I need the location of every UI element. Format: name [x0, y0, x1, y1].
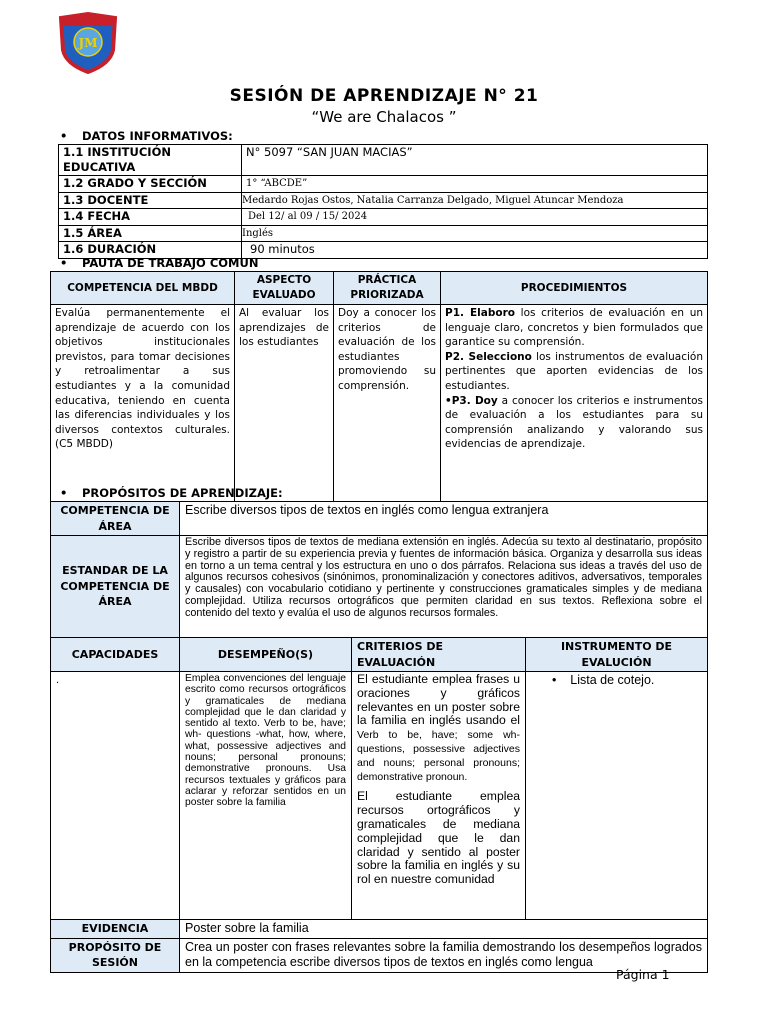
competencia-value: Escribe diversos tipos de textos en inglés como lengua extranjera	[180, 502, 708, 536]
pauta-header-aspecto: ASPECTO EVALUADO	[235, 272, 334, 305]
pauta-practica-text: Doy a conocer los criterios de evaluación de los estudiantes promoviendo su comprensión.	[334, 305, 441, 502]
datos-heading: • DATOS INFORMATIVOS:	[60, 129, 233, 143]
instrumento-value: • Lista de cotejo.	[526, 672, 708, 920]
procedimiento-item: P2. Selecciono los instrumentos de evaluación pertinentes que aporten evidencias de los estudiantes.	[445, 350, 703, 392]
criterios-header: CRITERIOS DE EVALUACIÓN	[352, 638, 526, 672]
pauta-competencia-text: Evalúa permanentemente el aprendizaje de acuerdo con los objetivos institucionales previstos, para tomar decisiones y retroalimentar a sus estudiantes y a la comunidad educativa, teniendo en cuenta las diferencias individuales y los diversos contextos culturales. (C5 MBDD)	[51, 305, 235, 502]
datos-table	[58, 144, 708, 259]
pauta-header-practica: PRÁCTICA PRIORIZADA	[334, 272, 441, 305]
procedimiento-item: P1. Elaboro los criterios de evaluación en un lenguaje claro, concretos y bien formulados que garantice su comprensión.	[445, 307, 704, 349]
pauta-aspecto-text: Al evaluar los aprendizajes de los estudiantes	[235, 305, 334, 502]
pauta-header-procedimientos: PROCEDIMIENTOS	[441, 272, 708, 305]
evidencia-label: EVIDENCIA	[51, 920, 180, 939]
session-title: SESIÓN DE APRENDIZAJE N° 21	[229, 86, 539, 106]
competencia-label: COMPETENCIA DE ÁREA	[51, 502, 180, 536]
capacidades-header: CAPACIDADES	[51, 638, 180, 672]
datos-row: 1.1 INSTITUCIÓN EDUCATIVA N° 5097 “SAN JUAN MACIAS”	[59, 145, 708, 176]
propositos-heading: • PROPÓSITOS DE APRENDIZAJE:	[60, 486, 283, 500]
criterios-value	[352, 672, 526, 920]
pauta-header-competencia: COMPETENCIA DEL MBDD	[51, 272, 235, 305]
school-crest-logo	[58, 12, 118, 74]
capacidades-value: .	[51, 672, 180, 920]
pauta-table	[50, 271, 708, 502]
criterio-item: El estudiante emplea frases u oraciones y gráficos relevantes en un poster sobre la familia en inglés usando el Verb to be, have; some wh- questions, possessive adjectives and nouns; personal pronouns; demonstrative pronoun.	[357, 672, 520, 783]
page-number: Página 1	[616, 967, 670, 982]
propositos-table	[50, 501, 708, 973]
pauta-heading: • PAUTA DE TRABAJO COMUN	[60, 256, 259, 270]
estandar-label: ESTANDAR DE LA COMPETENCIA DE ÁREA	[51, 536, 180, 638]
criterio-item: El estudiante emplea recursos ortográficos y gramaticales de mediana complejidad que le dan claridad y sentido al poster sobre la familia en inglés y su rol en nuestre comunidad	[357, 789, 520, 887]
desempeno-header: DESEMPEÑO(S)	[180, 638, 352, 672]
proposito-value: Crea un poster con frases relevantes sobre la familia demostrando los desempeños logrados en la competencia escribe diversos tipos de textos en inglés como lengua	[180, 938, 708, 972]
svg-text:JM: JM	[78, 36, 98, 50]
procedimiento-item: •P3. Doy a conocer los criterios e instrumentos de evaluación a los estudiantes para su comprensión analizando y valorando sus evidencias de aprendizaje.	[445, 394, 703, 451]
instrumento-header: INSTRUMENTO DE EVALUCIÓN	[526, 638, 708, 672]
proposito-label: PROPÓSITO DE SESIÓN	[51, 938, 180, 972]
datos-row: 1.3 DOCENTE Medardo Rojas Ostos, Natalia Carranza Delgado, Miguel Atuncar Mendoza	[59, 192, 708, 209]
datos-row: 1.6 DURACIÓN 90 minutos	[59, 242, 708, 259]
datos-row: 1.4 FECHA Del 12/ al 09 / 15/ 2024	[59, 209, 708, 226]
estandar-value: Escribe diversos tipos de textos de mediana extensión en inglés. Adecúa su texto al destinatario, propósito y registro a partir de su experiencia previa y fuentes de información básica. Organiza y desarrolla sus ideas en torno a un tema central y los estructura en uno o dos párrafos. Relaciona sus ideas a través del uso de algunos recursos cohesivos (sinónimos, pronominalización y conectores aditivos, adversativos, temporales y causales) con vocabulario cotidiano y pertinente y construcciones gramaticales simples y de mediana complejidad. Utiliza recursos ortográficos que permiten claridad en sus textos. Reflexiona sobre el contenido del texto y evalúa el uso de algunos recursos formales.	[180, 536, 708, 638]
evidencia-value: Poster sobre la familia	[180, 920, 708, 939]
session-subtitle: “We are Chalacos ”	[311, 108, 457, 126]
datos-row: 1.2 GRADO Y SECCIÓN 1° “ABCDE”	[59, 176, 708, 193]
datos-row: 1.5 ÁREA Inglés	[59, 225, 708, 242]
pauta-procedimientos	[441, 305, 708, 502]
desempeno-value: Emplea convenciones del lenguaje escrito como recursos ortográficos y gramaticales de mediana complejidad que le dan claridad y sentido al texto. Verb to be, have; wh- questions -what, how, where, what, possessive adjectives and nouns; personal pronouns; demonstrative pronouns. Usa recursos textuales y gráficos para aclarar y reforzar sentidos en un poster sobre la familia	[180, 672, 352, 920]
